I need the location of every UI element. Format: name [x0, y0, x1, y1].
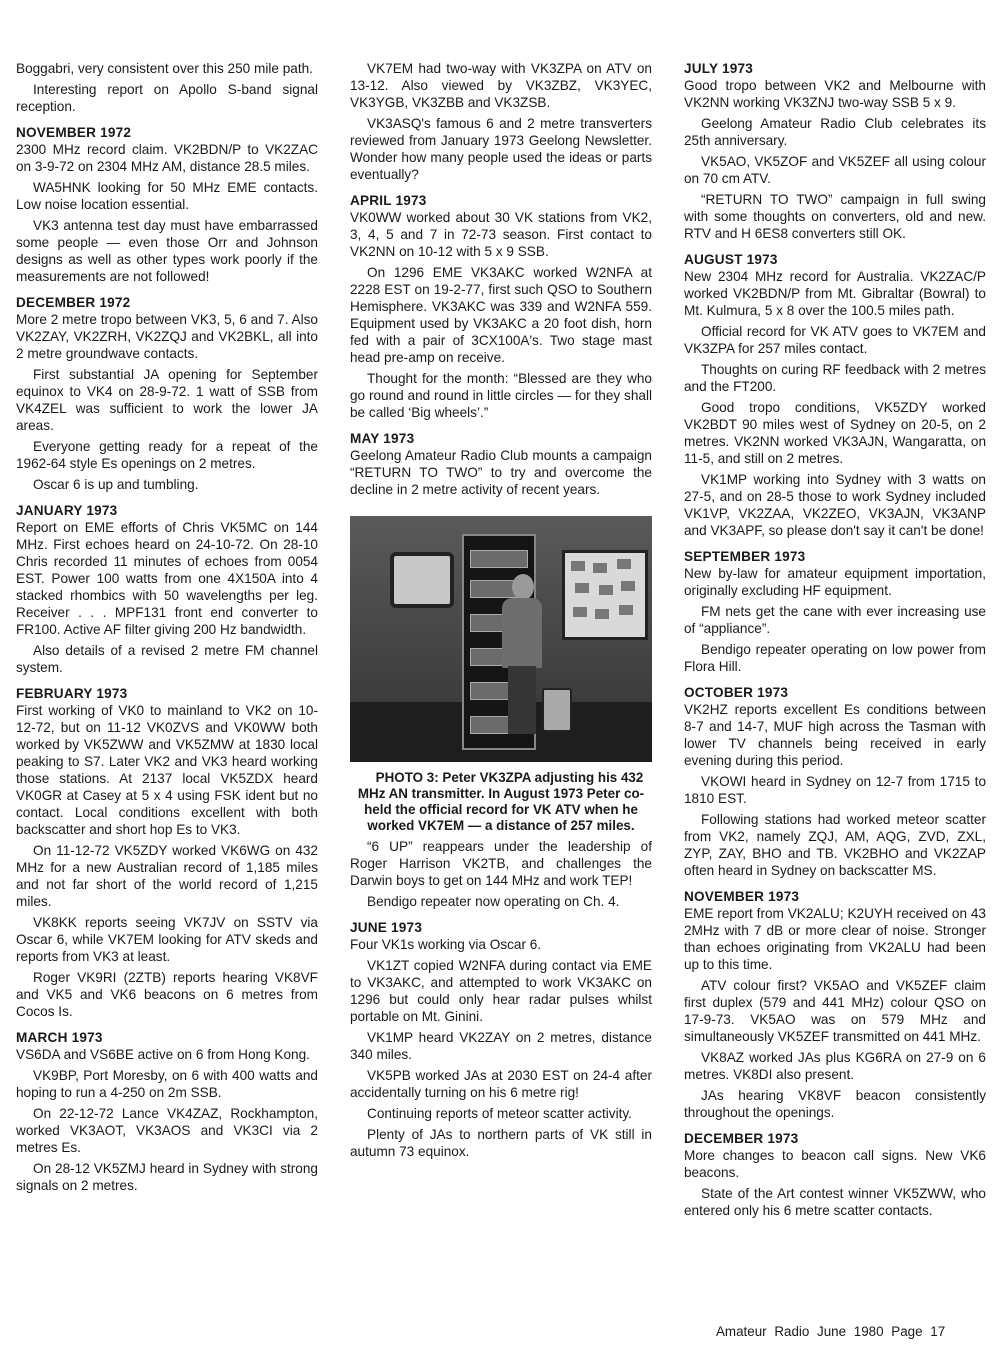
paragraph: Interesting report on Apollo S-band signal reception.	[16, 82, 318, 114]
paragraph: “6 UP” reappears under the leadership of Roger Harrison VK2TB, and challenges the Darwin boys to get on 144 MHz and work TEP!	[350, 839, 652, 888]
paragraph: State of the Art contest winner VK5ZWW, who entered only his 6 metre scatter contacts.	[684, 1186, 986, 1218]
paragraph: Bendigo repeater now operating on Ch. 4.	[367, 894, 620, 909]
section-heading: APRIL 1973	[350, 193, 427, 208]
paragraph: Thoughts on curing RF feedback with 2 metres and the FT200.	[684, 362, 986, 394]
paragraph: VK9BP, Port Moresby, on 6 with 400 watts and hoping to run a 4-250 on 2m SSB.	[16, 1068, 318, 1100]
paragraph: Everyone getting ready for a repeat of the 1962-64 style Es openings on 2 metres.	[16, 439, 318, 471]
section-heading: JUNE 1973	[350, 920, 423, 935]
paragraph: Following stations had worked meteor scatter from VK2, namely ZQJ, AM, AQG, ZVD, ZXL, ZYP, ZAY, BHO and TB. VK2BHO and VK2ZAP often heard in Sydney on backscatter MS.	[684, 812, 986, 878]
paragraph: VK8KK reports seeing VK7JV on SSTV via Oscar 6, while VK7EM looking for ATV skeds and reports from VK3 at least.	[16, 915, 318, 964]
paragraph: VK5PB worked JAs at 2030 EST on 24-4 after accidentally turning on his 6 metre rig!	[350, 1068, 652, 1100]
paragraph: Good tropo between VK2 and Melbourne with VK2NN working VK3ZNJ two-way SSB 5 x 9.	[684, 78, 986, 110]
paragraph: VK3 antenna test day must have embarrassed some people — even those Orr and Johnson designs as well as other types work poorly if the measurements are not followed!	[16, 218, 318, 284]
paragraph: New by-law for amateur equipment importation, originally excluding HF equipment.	[684, 566, 986, 598]
section-heading: MARCH 1973	[16, 1030, 103, 1045]
paragraph: First substantial JA opening for September equinox to VK4 on 28-9-72. 1 watt of SSB from VK4ZEL was sufficient to work the lower JA areas.	[16, 367, 318, 433]
paragraph: VK7EM had two-way with VK3ZPA on ATV on 13-12. Also viewed by VK3ZBZ, VK3YEC, VK3YGB, VK3ZBB and VK3ZSB.	[350, 61, 652, 110]
section-heading: NOVEMBER 1973	[684, 889, 800, 904]
photo-transmitter	[350, 516, 652, 762]
paragraph: Thought for the month: “Blessed are they who go round and round in little circles — for they shall be called ‘Big wheels’.”	[350, 371, 652, 420]
paragraph: FM nets get the cane with ever increasing use of “appliance”.	[684, 604, 986, 636]
paragraph: Geelong Amateur Radio Club mounts a campaign “RETURN TO TWO” to try and overcome the decline in 2 metre activity of recent years.	[350, 448, 652, 497]
section-heading: OCTOBER 1973	[684, 685, 789, 700]
section-heading: AUGUST 1973	[684, 252, 778, 267]
section-heading: NOVEMBER 1972	[16, 125, 132, 140]
paragraph: VS6DA and VS6BE active on 6 from Hong Kong.	[16, 1047, 310, 1062]
paragraph: VK3ASQ's famous 6 and 2 metre transverters reviewed from January 1973 Geelong Newsletter. Wonder how many people used the ideas or parts eventually?	[350, 116, 652, 182]
paragraph: Bendigo repeater operating on low power from Flora Hill.	[684, 642, 986, 674]
section-heading: DECEMBER 1972	[16, 295, 131, 310]
paragraph: VK0WW worked about 30 VK stations from VK2, 3, 4, 5 and 7 in 72-73 season. First contact to VK2NN on 10-12 with 5 x 9 SSB.	[350, 210, 652, 259]
paragraph: “RETURN TO TWO” campaign in full swing with some thoughts on converters, old and new. RTV and H 6ES8 converters still OK.	[684, 192, 986, 241]
paragraph: Official record for VK ATV goes to VK7EM and VK3ZPA for 257 miles contact.	[684, 324, 986, 356]
section-heading: SEPTEMBER 1973	[684, 549, 806, 564]
section-heading: JANUARY 1973	[16, 503, 118, 518]
section-heading: DECEMBER 1973	[684, 1131, 799, 1146]
paragraph: First working of VK0 to mainland to VK2 on 10-12-72, but on 11-12 VK0ZVS and VK0WW both worked by VK5ZWW and VK5ZMW at 1830 local peaking to S7. Later VK2 and VK3 heard working those stations. At 2137 local VK5ZDX heard VK0GR at Casey at 5 x 4 using FSK ident but no contact. Local conditions excellent with both backscatter and short hop Es to VK3.	[16, 703, 318, 837]
paragraph: WA5HNK looking for 50 MHz EME contacts. Low noise location essential.	[16, 180, 318, 212]
paragraph: Plenty of JAs to northern parts of VK still in autumn 73 equinox.	[350, 1127, 652, 1159]
paragraph: ATV colour first? VK5AO and VK5ZEF claim first duplex (579 and 441 MHz) colour QSO on 17-9-73. VK5AO was on 579 MHz and simultaneously VK5ZEF transmitted on 441 MHz.	[684, 978, 986, 1044]
paragraph: Roger VK9RI (2ZTB) reports hearing VK8VF and VK5 and VK6 beacons on 6 metres from Cocos Is.	[16, 970, 318, 1019]
paragraph: Oscar 6 is up and tumbling.	[33, 477, 199, 492]
paragraph: VK1MP heard VK2ZAY on 2 metres, distance 340 miles.	[350, 1030, 652, 1062]
paragraph: Also details of a revised 2 metre FM channel system.	[16, 643, 318, 675]
column-middle	[350, 60, 652, 1164]
paragraph: On 1296 EME VK3AKC worked W2NFA at 2228 EST on 19-2-77, first such QSO to Southern Hemisphere. VK3AKC was 339 and W2NFA 559. Equipment used by VK3AKC a 20 foot dish, horn fed with a pair of 3CX100A's. Two stage mast head pre-amp on receive.	[350, 265, 652, 365]
paragraph: On 22-12-72 Lance VK4ZAZ, Rockhampton, worked VK3AOT, VK3AOS and VK3CI via 2 metres Es.	[16, 1106, 318, 1155]
paragraph: VK1MP working into Sydney with 3 watts on 27-5, and on 28-5 those to work Sydney included VK1VP, VK2ZAA, VK2ZEO, VK3AJN, VK3ANP and VK3APF, so please don't say it can't be done!	[684, 472, 986, 538]
paragraph: VK1ZT copied W2NFA during contact via EME to VK3AKC, and attempted to work VK3AKC on 1296 but could only hear radar pulses whilst portable on Mt. Ginini.	[350, 958, 652, 1024]
paragraph: Four VK1s working via Oscar 6.	[350, 937, 542, 952]
tv-monitor-figure	[390, 552, 454, 608]
paragraph: Continuing reports of meteor scatter activity.	[367, 1106, 632, 1121]
paragraph: More changes to beacon call signs. New VK6 beacons.	[684, 1148, 986, 1180]
paragraph: EME report from VK2ALU; K2UYH received on 43 2MHz with 7 dB or more clear of noise. Stronger than echoes originating from VK2ALU had been up to this time.	[684, 906, 986, 972]
column-right	[684, 60, 986, 1223]
section-heading: MAY 1973	[350, 431, 415, 446]
paragraph: Boggabri, very consistent over this 250 mile path.	[16, 61, 313, 76]
column-left	[16, 60, 318, 1198]
qsl-board-figure	[562, 550, 648, 640]
section-heading: FEBRUARY 1973	[16, 686, 128, 701]
paragraph: Good tropo conditions, VK5ZDY worked VK2BDT 90 miles west of Sydney on 20-5, on 2 metres. VK2NN worked VK3AJN, Wangaratta, on 11-5, and still on 2 metres.	[684, 400, 986, 466]
paragraph: Geelong Amateur Radio Club celebrates its 25th anniversary.	[684, 116, 986, 148]
paragraph: VK8AZ worked JAs plus KG6RA on 27-9 on 6 metres. VK8DI also present.	[684, 1050, 986, 1082]
paragraph: On 28-12 VK5ZMJ heard in Sydney with strong signals on 2 metres.	[16, 1161, 318, 1193]
paragraph: JAs hearing VK8VF beacon consistently throughout the openings.	[684, 1088, 986, 1120]
page-footer: Amateur Radio June 1980 Page 17	[716, 1324, 946, 1339]
paragraph: Report on EME efforts of Chris VK5MC on 144 MHz. First echoes heard on 24-10-72. On 28-10 Chris recorded 11 minutes of echoes from 0054 EST. Power 100 watts from one 4X150A into 4 stacked rhombics with 50 wavelengths per leg. Receiver . . . MPF131 front end converter to FR100. Active AF filter giving 200 Hz bandwidth.	[16, 520, 318, 637]
person-figure	[500, 574, 544, 734]
paragraph: VK5AO, VK5ZOF and VK5ZEF all using colour on 70 cm ATV.	[684, 154, 986, 186]
paragraph: VK2HZ reports excellent Es conditions between 8-7 and 14-7, MUF high across the Tasman with lower TV channels being received in early evening during this period.	[684, 702, 986, 768]
section-heading: JULY 1973	[684, 61, 754, 76]
paragraph: 2300 MHz record claim. VK2BDN/P to VK2ZAC on 3-9-72 on 2304 MHz AM, distance 28.5 miles.	[16, 142, 318, 174]
paragraph: On 11-12-72 VK5ZDY worked VK6WG on 432 MHz for a new Australian record of 1,185 miles and not far short of the world record of 1,215 miles.	[16, 843, 318, 909]
photo-caption: PHOTO 3: Peter VK3ZPA adjusting his 432 MHz AN transmitter. In August 1973 Peter co-held the official record for VK ATV when he worked VK7EM — a distance of 257 miles.	[357, 770, 645, 833]
instrument-figure	[542, 688, 572, 732]
paragraph: More 2 metre tropo between VK3, 5, 6 and 7. Also VK2ZAY, VK2ZRH, VK2ZQJ and VK2BKL, all into 2 metre groundwave contacts.	[16, 312, 318, 361]
paragraph: VKOWI heard in Sydney on 12-7 from 1715 to 1810 EST.	[684, 774, 986, 806]
paragraph: New 2304 MHz record for Australia. VK2ZAC/P worked VK2BDN/P from Mt. Gibraltar (Bowral) to Mt. Kulmura, 5 x 8 over the 100.5 miles path.	[684, 269, 986, 318]
